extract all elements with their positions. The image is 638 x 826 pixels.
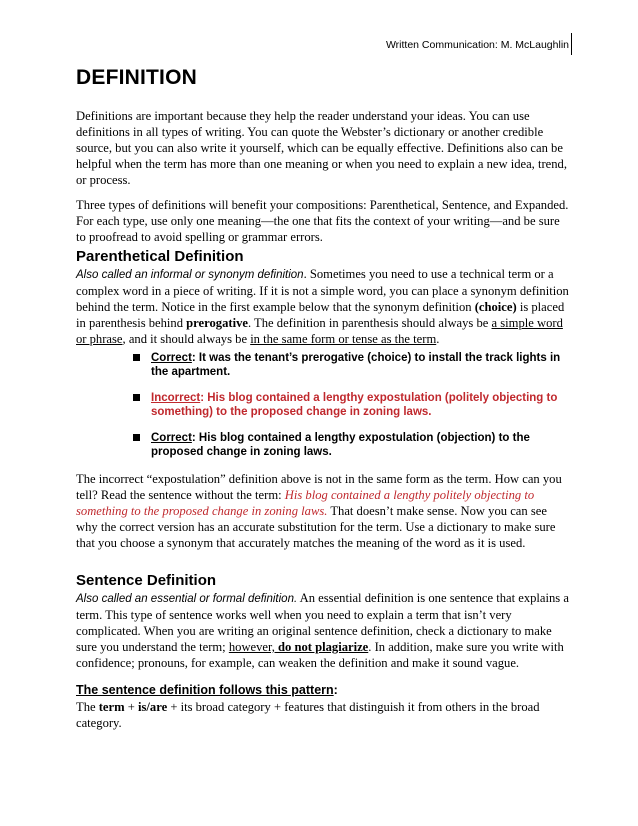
explanation-text-2: That doesn’t make sense. Now you can see why the correct version has an accurate substitution for the term. Use a dictionary to make sure that you choose a synonym that accurately matches the meaning of the word as it is used. — [76, 504, 556, 550]
square-bullet-icon — [133, 394, 140, 401]
sentence-text-2: . In addition, make sure you write with confidence; pronouns, for example, can weaken the definition and make it sound vague. — [76, 640, 564, 670]
explanation-paragraph — [76, 471, 570, 551]
examples-list — [133, 351, 563, 471]
parenthetical-heading: Parenthetical Definition — [76, 248, 244, 265]
example-label: Correct — [151, 352, 192, 364]
incorrect-sentence-example: His blog contained a lengthy politely objecting to something to the proposed change in zoning laws. — [76, 488, 535, 518]
example-item — [133, 351, 563, 379]
pattern-colon: : — [333, 683, 338, 697]
parenthetical-text-5: . — [436, 332, 440, 346]
pattern-plus: + — [124, 700, 139, 714]
example-item — [133, 391, 563, 419]
explanation-text-1: The incorrect “expostulation” definition above is not in the same form as the term. How can you tell? Read the sentence without the term: — [76, 472, 562, 502]
square-bullet-icon — [133, 354, 140, 361]
do-not-plagiarize: do not plagiarize — [278, 640, 369, 654]
intro-paragraph-2: Three types of definitions will benefit your compositions: Parenthetical, Sentence, and Expanded. For each type, use only one meaning—the one that fits the context of your writing—and be sure to proofread to avoid spelling or grammar errors. — [76, 198, 569, 244]
example-item — [133, 431, 563, 459]
underlined-phrase-2: in the same form or tense as the term — [250, 332, 437, 346]
sentence-text-1: An essential definition is one sentence that explains a term. This type of sentence works well when you need to explain a term that isn’t very complicated. When you are writing an original sentence definition, check a dictionary to make sure you understand the term; — [76, 591, 569, 654]
example-text: : It was the tenant’s prerogative (choice) to install the track lights in the apartment. — [151, 352, 561, 378]
pattern-the: The — [76, 700, 99, 714]
underlined-phrase-1: a simple word or phrase — [76, 316, 563, 346]
however-underlined: however, — [228, 640, 278, 654]
sentence-paragraph — [76, 590, 570, 671]
pattern-rest: + its broad category + features that distinguish it from others in the broad category. — [76, 700, 540, 730]
explanation-text — [76, 471, 570, 551]
parenthetical-section — [76, 248, 570, 347]
parenthetical-subtitle: Also called an informal or synonym definition — [76, 269, 304, 281]
intro-section — [76, 108, 570, 245]
pattern-text — [76, 699, 570, 731]
intro-paragraph-1: Definitions are important because they help the reader understand your ideas. You can use definitions in all types of writing. You can quote the Webster’s dictionary or another credible source, but you can also write it yourself, which can be equally effective. Definitions also can be helpful when the term has more than one meaning or when you need to explain a new idea, trend, or process. — [76, 109, 567, 187]
example-label: Incorrect — [151, 392, 201, 404]
pattern-is-are: is/are — [138, 700, 168, 714]
example-text: : His blog contained a lengthy expostulation (politely objecting to something) to the proposed change in zoning laws. — [151, 392, 558, 418]
parenthetical-text-3: . The definition in parenthesis should always be — [247, 316, 492, 330]
parenthetical-text-4: , and it should always be — [122, 332, 251, 346]
prerogative-term: prerogative — [186, 316, 248, 330]
example-label: Correct — [151, 432, 192, 444]
page-title: DEFINITION — [76, 66, 197, 89]
sentence-section — [76, 572, 570, 731]
sentence-heading: Sentence Definition — [76, 572, 217, 589]
page-header: Written Communication: M. McLaughlin — [385, 39, 569, 51]
pattern-title-line — [76, 681, 570, 699]
choice-term: (choice) — [474, 300, 517, 314]
parenthetical-text-1: . Sometimes you need to use a technical term or a complex word in a piece of writing. If it is not a simple word, you can place a synonym definition behind the term. Notice in the first example below that the synonym definition — [76, 267, 569, 314]
header-rule — [571, 33, 572, 55]
parenthetical-paragraph — [76, 266, 570, 347]
pattern-title: The sentence definition follows this pattern — [76, 683, 334, 697]
sentence-subtitle: Also called an essential or formal definition. — [76, 593, 298, 605]
example-text: : His blog contained a lengthy expostulation (objection) to the proposed change in zoning laws. — [151, 432, 530, 458]
square-bullet-icon — [133, 434, 140, 441]
pattern-term: term — [98, 700, 125, 714]
parenthetical-text-2: is placed in parenthesis behind — [76, 300, 565, 330]
